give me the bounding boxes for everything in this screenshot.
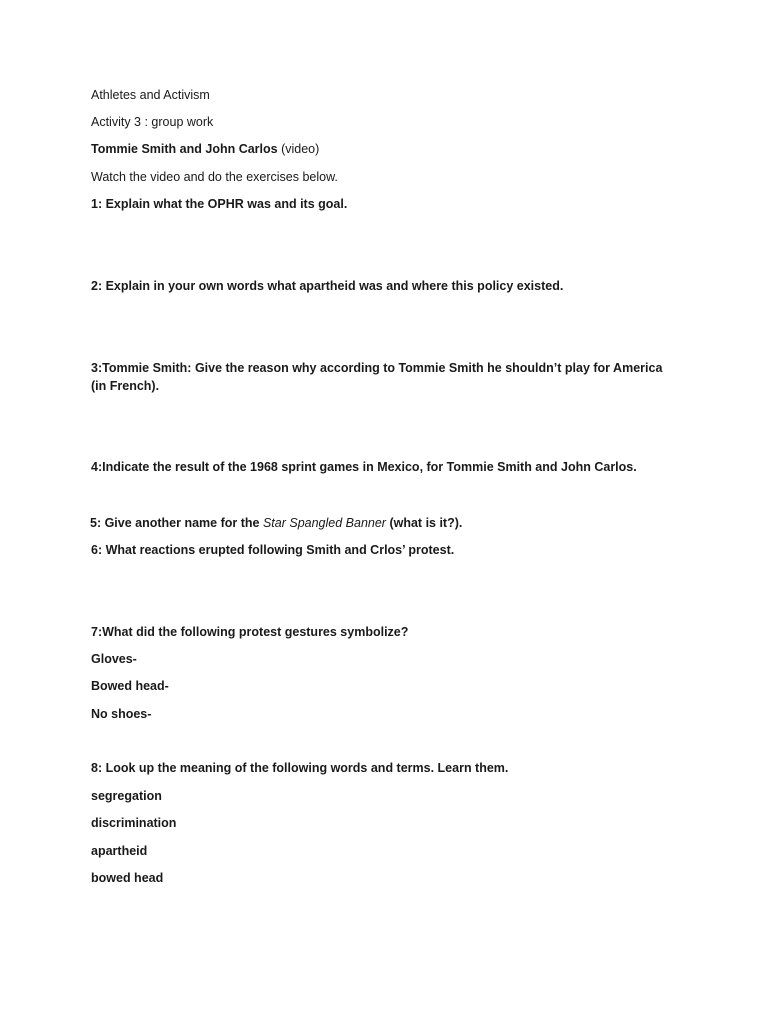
term-item: apartheid — [91, 844, 148, 858]
instruction-text: Watch the video and do the exercises below. — [91, 170, 338, 184]
question-3: 3:Tommie Smith: Give the reason why according to Tommie Smith he shouldn’t play for America (in French). — [91, 361, 663, 393]
question-4: 4:Indicate the result of the 1968 sprint games in Mexico, for Tommie Smith and John Carlos. — [91, 460, 637, 474]
question-5-title: Star Spangled Banner — [262, 516, 386, 530]
gesture-item: Bowed head- — [91, 679, 169, 693]
question-5-end: (what is it?). — [385, 516, 463, 530]
subject-line — [91, 140, 319, 158]
question-6: 6: What reactions erupted following Smith and Crlos’ protest. — [91, 543, 455, 557]
question-1: 1: Explain what the OPHR was and its goal. — [91, 197, 348, 211]
question-5 — [90, 514, 462, 532]
gesture-item: No shoes- — [91, 707, 152, 721]
subject-suffix: (video) — [277, 142, 320, 156]
activity-heading: Activity 3 : group work — [91, 115, 214, 129]
question-2: 2: Explain in your own words what apartheid was and where this policy existed. — [91, 279, 564, 293]
question-5-start: 5: Give another name for the — [90, 516, 263, 530]
subject-names: Tommie Smith and John Carlos — [91, 142, 278, 156]
term-item: segregation — [91, 789, 162, 803]
term-item: discrimination — [91, 816, 177, 830]
term-item: bowed head — [91, 871, 164, 885]
gesture-item: Gloves- — [91, 652, 137, 666]
question-8: 8: Look up the meaning of the following words and terms. Learn them. — [91, 761, 509, 775]
question-7: 7:What did the following protest gestures symbolize? — [91, 625, 409, 639]
document-title: Athletes and Activism — [91, 88, 210, 102]
